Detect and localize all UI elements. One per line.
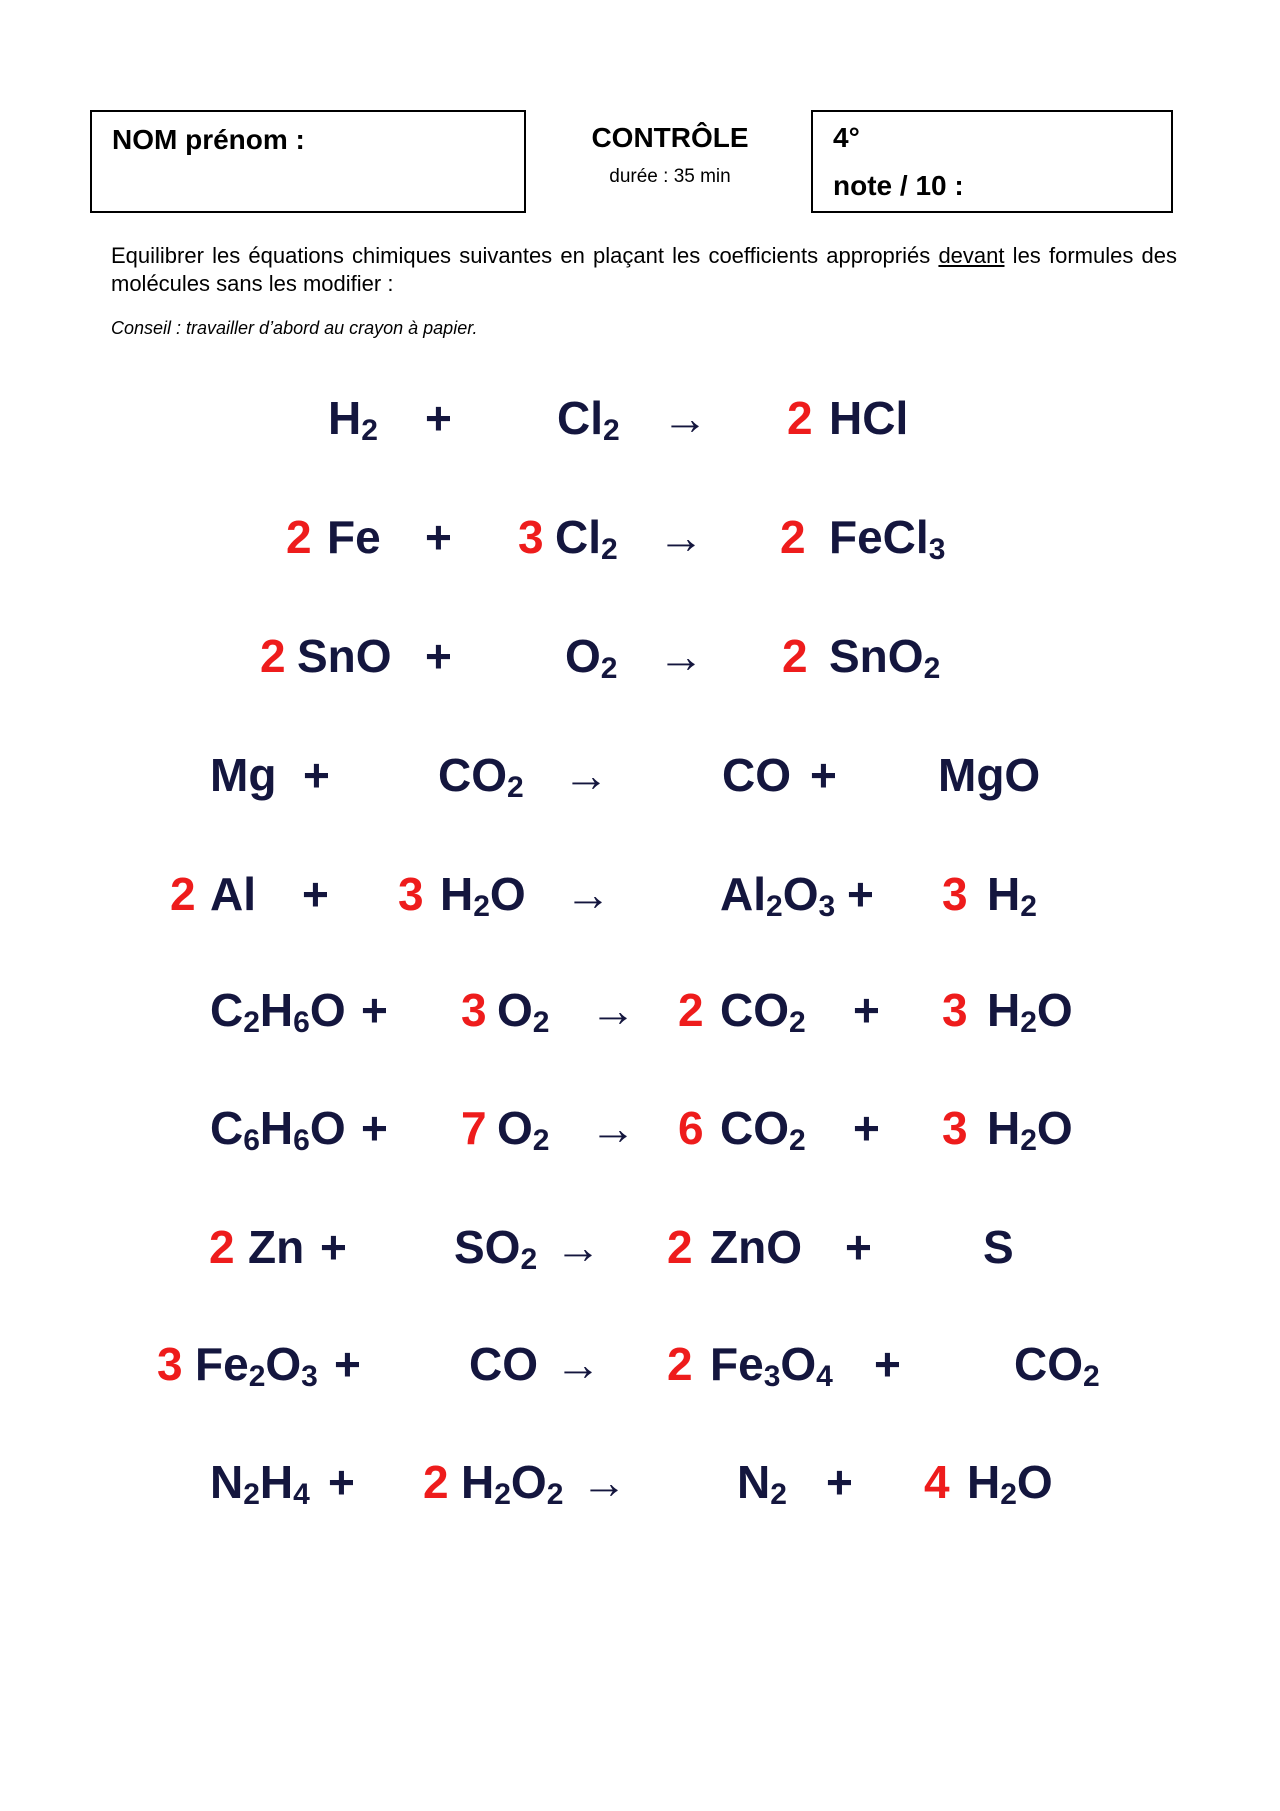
coefficient bbox=[678, 980, 704, 1040]
reaction-arrow bbox=[590, 1098, 636, 1158]
instructions-part1: Equilibrer les équations chimiques suivantes en plaçant les coefficients appropriés bbox=[111, 243, 939, 268]
formula-text: CO bbox=[469, 1338, 538, 1390]
coefficient bbox=[924, 1452, 950, 1512]
plus-sign bbox=[853, 980, 880, 1040]
coefficient bbox=[678, 1098, 704, 1158]
formula-text: ZnO bbox=[710, 1221, 802, 1273]
chemical-formula bbox=[454, 1217, 537, 1277]
chemical-formula bbox=[987, 980, 1073, 1040]
formula-text: CO bbox=[722, 749, 791, 801]
formula-text: + bbox=[425, 392, 452, 444]
formula-text: Fe bbox=[710, 1338, 764, 1390]
formula-subscript: 4 bbox=[293, 1478, 310, 1511]
coefficient bbox=[518, 507, 544, 567]
coefficient bbox=[423, 1452, 449, 1512]
equation-row bbox=[0, 1217, 1280, 1287]
formula-text: Zn bbox=[248, 1221, 305, 1273]
formula-subscript: 2 bbox=[494, 1478, 511, 1511]
formula-text: → bbox=[658, 630, 704, 682]
formula-text: O bbox=[309, 1102, 346, 1154]
title-block bbox=[560, 110, 780, 213]
formula-text: → bbox=[590, 984, 636, 1036]
plus-sign bbox=[425, 626, 452, 686]
chemical-formula bbox=[722, 745, 791, 805]
chemical-formula bbox=[210, 745, 276, 805]
coefficient bbox=[782, 626, 808, 686]
formula-subscript: 3 bbox=[301, 1360, 318, 1393]
formula-subscript: 2 bbox=[361, 414, 378, 447]
formula-text: O bbox=[780, 1338, 817, 1390]
formula-text: 3 bbox=[518, 511, 544, 563]
duration-text: durée : 35 min bbox=[609, 166, 731, 187]
formula-text: H bbox=[259, 1102, 294, 1154]
formula-text: O bbox=[510, 1456, 547, 1508]
formula-subscript: 2 bbox=[520, 1243, 538, 1276]
formula-subscript: 2 bbox=[1020, 1124, 1037, 1157]
page-title: CONTRÔLE bbox=[591, 122, 749, 153]
chemical-formula bbox=[469, 1334, 538, 1394]
plus-sign bbox=[845, 1217, 872, 1277]
chemical-formula bbox=[565, 626, 617, 686]
formula-subscript: 3 bbox=[763, 1360, 781, 1393]
instructions-underlined: devant bbox=[938, 243, 1005, 268]
formula-text: O bbox=[497, 1102, 533, 1154]
formula-subscript: 2 bbox=[532, 1124, 550, 1157]
formula-text: C bbox=[210, 984, 244, 1036]
chemical-formula bbox=[328, 388, 378, 448]
chemical-formula bbox=[497, 1098, 549, 1158]
formula-text: Mg bbox=[210, 749, 277, 801]
formula-text: + bbox=[845, 1221, 872, 1273]
formula-text: H bbox=[987, 868, 1021, 920]
equation-row bbox=[0, 388, 1280, 458]
plus-sign bbox=[361, 980, 388, 1040]
formula-text: CO bbox=[438, 749, 507, 801]
plus-sign bbox=[320, 1217, 347, 1277]
formula-text: + bbox=[847, 868, 874, 920]
reaction-arrow bbox=[555, 1334, 601, 1394]
plus-sign bbox=[302, 864, 329, 924]
chemical-formula bbox=[967, 1452, 1053, 1512]
reaction-arrow bbox=[581, 1452, 627, 1512]
formula-text: 3 bbox=[942, 868, 968, 920]
formula-text: HCl bbox=[829, 392, 909, 444]
chemical-formula bbox=[938, 745, 1040, 805]
coefficient bbox=[787, 388, 813, 448]
formula-text: 2 bbox=[667, 1338, 693, 1390]
formula-text: O bbox=[1016, 1456, 1053, 1508]
plus-sign bbox=[328, 1452, 355, 1512]
formula-text: 2 bbox=[423, 1456, 449, 1508]
formula-subscript: 6 bbox=[293, 1124, 310, 1157]
coefficient bbox=[398, 864, 424, 924]
chemical-formula bbox=[497, 980, 549, 1040]
formula-subscript: 2 bbox=[770, 1478, 787, 1511]
formula-text: SnO bbox=[297, 630, 392, 682]
equation-row bbox=[0, 507, 1280, 577]
formula-text: N bbox=[210, 1456, 244, 1508]
formula-text: Cl bbox=[555, 511, 601, 563]
formula-text: → bbox=[563, 749, 609, 801]
chemical-formula bbox=[297, 626, 392, 686]
formula-text: 3 bbox=[461, 984, 487, 1036]
formula-subscript: 6 bbox=[243, 1124, 260, 1157]
formula-text: + bbox=[302, 868, 329, 920]
chemical-formula bbox=[829, 388, 908, 448]
formula-subscript: 6 bbox=[293, 1006, 310, 1039]
formula-subscript: 2 bbox=[248, 1360, 266, 1393]
formula-text: SO bbox=[454, 1221, 521, 1273]
chemical-formula bbox=[987, 1098, 1073, 1158]
formula-text: 2 bbox=[209, 1221, 235, 1273]
formula-text: 4 bbox=[924, 1456, 950, 1508]
formula-text: + bbox=[303, 749, 330, 801]
chemical-formula bbox=[210, 1452, 310, 1512]
formula-text: O bbox=[1036, 1102, 1073, 1154]
chemical-formula bbox=[983, 1217, 1014, 1277]
formula-text: 2 bbox=[678, 984, 704, 1036]
chemical-formula bbox=[829, 507, 945, 567]
coefficient bbox=[170, 864, 196, 924]
chemical-formula bbox=[210, 864, 256, 924]
formula-text: SnO bbox=[829, 630, 924, 682]
chemical-formula bbox=[720, 864, 835, 924]
coefficient bbox=[461, 1098, 487, 1158]
coefficient bbox=[667, 1217, 693, 1277]
coefficient bbox=[461, 980, 487, 1040]
formula-text: FeCl bbox=[829, 511, 929, 563]
instructions-text bbox=[111, 242, 1177, 298]
formula-text: 3 bbox=[942, 984, 968, 1036]
reaction-arrow bbox=[590, 980, 636, 1040]
plus-sign bbox=[425, 388, 452, 448]
coefficient bbox=[157, 1334, 183, 1394]
reaction-arrow bbox=[658, 626, 704, 686]
grade-box bbox=[811, 110, 1173, 213]
chemical-formula bbox=[1014, 1334, 1100, 1394]
reaction-arrow bbox=[565, 864, 611, 924]
formula-text: 6 bbox=[678, 1102, 704, 1154]
coefficient bbox=[209, 1217, 235, 1277]
chemical-formula bbox=[710, 1334, 833, 1394]
formula-text: + bbox=[334, 1338, 361, 1390]
formula-text: 2 bbox=[787, 392, 813, 444]
formula-text: 3 bbox=[942, 1102, 968, 1154]
formula-text: + bbox=[361, 1102, 388, 1154]
chemical-formula bbox=[248, 1217, 304, 1277]
formula-text: → bbox=[658, 511, 704, 563]
chemical-formula bbox=[829, 626, 940, 686]
reaction-arrow bbox=[563, 745, 609, 805]
chemical-formula bbox=[210, 1098, 346, 1158]
formula-text: + bbox=[810, 749, 837, 801]
formula-subscript: 2 bbox=[789, 1006, 806, 1039]
chemical-formula bbox=[327, 507, 381, 567]
formula-text: + bbox=[826, 1456, 853, 1508]
formula-text: CO bbox=[720, 1102, 789, 1154]
chemical-formula bbox=[210, 980, 346, 1040]
formula-text: H bbox=[259, 984, 294, 1036]
formula-subscript: 2 bbox=[1083, 1360, 1100, 1393]
formula-text: H bbox=[967, 1456, 1001, 1508]
plus-sign bbox=[810, 745, 837, 805]
formula-text: H bbox=[461, 1456, 495, 1508]
grade-label: note / 10 : bbox=[833, 170, 964, 201]
formula-subscript: 2 bbox=[766, 890, 783, 923]
formula-text: Fe bbox=[327, 511, 381, 563]
formula-text: CO bbox=[1014, 1338, 1083, 1390]
coefficient bbox=[286, 507, 312, 567]
formula-text: O bbox=[1036, 984, 1073, 1036]
formula-text: Cl bbox=[557, 392, 603, 444]
reaction-arrow bbox=[555, 1217, 601, 1277]
formula-text: → bbox=[590, 1102, 636, 1154]
formula-text: O bbox=[265, 1338, 302, 1390]
formula-text: 7 bbox=[461, 1102, 487, 1154]
formula-subscript: 2 bbox=[603, 414, 620, 447]
coefficient bbox=[260, 626, 286, 686]
equation-row bbox=[0, 980, 1280, 1050]
name-box bbox=[90, 110, 526, 213]
formula-text: 2 bbox=[780, 511, 806, 563]
formula-text: → bbox=[565, 868, 611, 920]
formula-text: + bbox=[425, 630, 452, 682]
chemical-formula bbox=[987, 864, 1037, 924]
chemical-formula bbox=[720, 1098, 806, 1158]
formula-subscript: 3 bbox=[928, 533, 946, 566]
formula-text: O bbox=[497, 984, 533, 1036]
formula-text: O bbox=[565, 630, 601, 682]
plus-sign bbox=[334, 1334, 361, 1394]
formula-subscript: 2 bbox=[546, 1478, 564, 1511]
formula-text: → bbox=[555, 1221, 601, 1273]
formula-text: C bbox=[210, 1102, 244, 1154]
formula-subscript: 2 bbox=[507, 771, 524, 804]
formula-subscript: 2 bbox=[532, 1006, 550, 1039]
formula-subscript: 2 bbox=[473, 890, 490, 923]
formula-text: Al bbox=[720, 868, 766, 920]
formula-text: → bbox=[555, 1338, 601, 1390]
coefficient bbox=[780, 507, 806, 567]
chemical-formula bbox=[710, 1217, 802, 1277]
chemical-formula bbox=[737, 1452, 787, 1512]
plus-sign bbox=[826, 1452, 853, 1512]
formula-text: O bbox=[782, 868, 819, 920]
plus-sign bbox=[361, 1098, 388, 1158]
formula-text: → bbox=[581, 1456, 627, 1508]
equation-row bbox=[0, 1452, 1280, 1522]
formula-subscript: 2 bbox=[1020, 1006, 1037, 1039]
formula-text: + bbox=[328, 1456, 355, 1508]
reaction-arrow bbox=[658, 507, 704, 567]
equation-row bbox=[0, 745, 1280, 815]
formula-text: + bbox=[425, 511, 452, 563]
formula-text: 2 bbox=[667, 1221, 693, 1273]
formula-text: CO bbox=[720, 984, 789, 1036]
equation-row bbox=[0, 1334, 1280, 1404]
formula-text: Fe bbox=[195, 1338, 249, 1390]
chemical-formula bbox=[461, 1452, 563, 1512]
formula-text: + bbox=[853, 1102, 880, 1154]
chemical-formula bbox=[555, 507, 618, 567]
formula-text: H bbox=[328, 392, 362, 444]
chemical-formula bbox=[720, 980, 806, 1040]
formula-subscript: 2 bbox=[243, 1478, 260, 1511]
class-level: 4° bbox=[833, 122, 860, 153]
advice-text: Conseil : travailler d’abord au crayon à papier. bbox=[111, 318, 478, 338]
formula-text: N bbox=[737, 1456, 771, 1508]
formula-text: MgO bbox=[938, 749, 1041, 801]
formula-subscript: 3 bbox=[818, 890, 836, 923]
formula-text: 3 bbox=[398, 868, 424, 920]
formula-text: Al bbox=[210, 868, 256, 920]
equation-row bbox=[0, 1098, 1280, 1168]
chemical-formula bbox=[438, 745, 524, 805]
formula-text: + bbox=[853, 984, 880, 1036]
chemical-formula bbox=[440, 864, 526, 924]
chemical-formula bbox=[557, 388, 620, 448]
formula-subscript: 2 bbox=[600, 652, 618, 685]
formula-subscript: 2 bbox=[1020, 890, 1037, 923]
formula-subscript: 2 bbox=[923, 652, 941, 685]
formula-subscript: 2 bbox=[601, 533, 618, 566]
formula-text: 2 bbox=[286, 511, 312, 563]
formula-text: 2 bbox=[170, 868, 196, 920]
formula-text: 3 bbox=[157, 1338, 183, 1390]
formula-text: S bbox=[983, 1221, 1014, 1273]
plus-sign bbox=[853, 1098, 880, 1158]
formula-text: 2 bbox=[260, 630, 286, 682]
coefficient bbox=[942, 864, 968, 924]
equation-row bbox=[0, 864, 1280, 934]
formula-text: O bbox=[489, 868, 526, 920]
chemical-formula bbox=[195, 1334, 318, 1394]
instructions-part2: les formules des molécules sans les modifier : bbox=[111, 243, 1178, 296]
plus-sign bbox=[874, 1334, 901, 1394]
equation-row bbox=[0, 626, 1280, 696]
formula-text: 2 bbox=[782, 630, 808, 682]
plus-sign bbox=[847, 864, 874, 924]
formula-subscript: 2 bbox=[243, 1006, 260, 1039]
plus-sign bbox=[425, 507, 452, 567]
reaction-arrow bbox=[662, 388, 708, 448]
formula-text: O bbox=[309, 984, 346, 1036]
coefficient bbox=[942, 1098, 968, 1158]
formula-subscript: 2 bbox=[1000, 1478, 1017, 1511]
formula-text: + bbox=[320, 1221, 347, 1273]
formula-text: + bbox=[361, 984, 388, 1036]
formula-text: + bbox=[874, 1338, 901, 1390]
coefficient bbox=[667, 1334, 693, 1394]
plus-sign bbox=[303, 745, 330, 805]
formula-text: → bbox=[662, 392, 708, 444]
formula-text: H bbox=[987, 984, 1021, 1036]
formula-text: H bbox=[987, 1102, 1021, 1154]
formula-text: H bbox=[259, 1456, 294, 1508]
coefficient bbox=[942, 980, 968, 1040]
formula-text: H bbox=[440, 868, 474, 920]
formula-subscript: 2 bbox=[789, 1124, 806, 1157]
formula-subscript: 4 bbox=[816, 1360, 833, 1393]
name-label: NOM prénom : bbox=[112, 124, 305, 155]
